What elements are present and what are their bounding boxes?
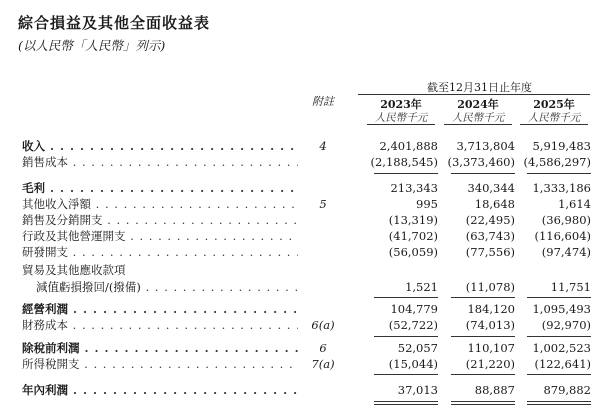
- row-label: 銷售成本 . . .: [22, 154, 298, 170]
- value-2023: (56,059): [388, 245, 438, 259]
- row-label: 毛利 . . .: [22, 180, 298, 196]
- total-double-rule: [451, 401, 515, 405]
- row-cost-of-sales: [0, 154, 609, 170]
- value-2023: 995: [416, 197, 438, 211]
- value-2025: 5,919,483: [532, 139, 591, 153]
- value-2025: 1,095,493: [532, 302, 591, 316]
- value-2023: 37,013: [397, 383, 438, 397]
- row-label: 研發開支 . . .: [22, 244, 298, 260]
- statement-subtitle: (以人民幣「人民幣」列示): [18, 38, 166, 53]
- value-2025: (92,970): [541, 318, 591, 332]
- value-2025: (122,641): [534, 357, 591, 371]
- column-rule: [444, 124, 512, 125]
- row-note: [306, 301, 340, 317]
- value-2023: (52,722): [388, 318, 438, 332]
- row-note: [306, 279, 340, 295]
- row-note: [306, 212, 340, 228]
- value-2024: 18,648: [474, 197, 515, 211]
- value-2025: 1,614: [558, 197, 591, 211]
- row-label: 年內利潤 . . .: [22, 382, 298, 398]
- row-label: 除稅前利潤 . . .: [22, 340, 298, 356]
- row-note: [306, 382, 340, 398]
- row-label: 其他收入淨額 . . .: [22, 196, 298, 212]
- row-admin-expenses: [0, 228, 609, 244]
- row-income-tax: [0, 356, 609, 372]
- subtotal-rule: [451, 336, 515, 337]
- row-impairment: [0, 279, 609, 295]
- row-note: 6: [319, 341, 327, 355]
- value-2024: (74,013): [465, 318, 515, 332]
- subtotal-rule: [374, 336, 438, 337]
- period-rule: [358, 94, 590, 95]
- value-2023: 2,401,888: [379, 139, 438, 153]
- value-2024: (3,373,460): [447, 155, 515, 169]
- row-rd-expenses: [0, 244, 609, 260]
- row-note: 5: [319, 197, 327, 211]
- row-note: [306, 154, 340, 170]
- value-2024: 340,344: [467, 181, 515, 195]
- row-receivables-heading: [0, 262, 609, 278]
- row-profit-for-year: [0, 382, 609, 398]
- value-2025: (97,474): [541, 245, 591, 259]
- row-label: 銷售及分銷開支 . . .: [22, 212, 298, 228]
- subtotal-rule: [527, 336, 591, 337]
- row-profit-before-tax: [0, 340, 609, 356]
- value-2024: (77,556): [465, 245, 515, 259]
- value-2023: (41,702): [388, 229, 438, 243]
- value-2025: (116,604): [534, 229, 591, 243]
- row-label: 所得稅開支 . . .: [22, 356, 298, 372]
- value-2023: 1,521: [405, 280, 438, 294]
- value-2025: 1,333,186: [532, 181, 591, 195]
- subtotal-rule: [374, 374, 438, 375]
- row-note: 6(a): [311, 318, 335, 332]
- value-2024: 184,120: [467, 302, 515, 316]
- value-2025: (36,980): [541, 213, 591, 227]
- row-finance-costs: [0, 317, 609, 333]
- unit-label-2025: 人民幣千元: [527, 112, 581, 124]
- row-label: 行政及其他營運開支 . . .: [22, 228, 298, 244]
- row-selling-expenses: [0, 212, 609, 228]
- unit-label-2024: 人民幣千元: [451, 112, 505, 124]
- value-2024: 110,107: [467, 341, 515, 355]
- year-header-2023: 2023年: [380, 98, 422, 111]
- value-2024: (63,743): [465, 229, 515, 243]
- year-header-2024: 2024年: [457, 98, 499, 111]
- value-2024: 3,713,804: [456, 139, 515, 153]
- row-label: 減值虧損撥回/(撥備) . . .: [36, 279, 298, 295]
- row-revenue: [0, 138, 609, 154]
- total-double-rule: [374, 401, 438, 405]
- unit-label-2023: 人民幣千元: [374, 112, 428, 124]
- subtotal-rule: [527, 297, 591, 298]
- year-header-2025: 2025年: [533, 98, 575, 111]
- value-2023: (13,319): [388, 213, 438, 227]
- row-note: [306, 244, 340, 260]
- row-label: 經營利潤 . . .: [22, 301, 298, 317]
- value-2025: 11,751: [550, 280, 591, 294]
- subtotal-rule: [451, 374, 515, 375]
- value-2025: (4,586,297): [523, 155, 591, 169]
- row-gross-profit: [0, 180, 609, 196]
- value-2023: 213,343: [390, 181, 438, 195]
- value-2023: (2,188,545): [370, 155, 438, 169]
- value-2025: 1,002,523: [532, 341, 591, 355]
- statement-title: 綜合損益及其他全面收益表: [18, 14, 211, 32]
- row-label: 財務成本 . . .: [22, 317, 298, 333]
- row-label: 貿易及其他應收款項: [22, 263, 126, 277]
- subtotal-rule: [374, 297, 438, 298]
- note-column-header: 附註: [312, 95, 334, 108]
- value-2023: 52,057: [397, 341, 438, 355]
- row-note: [306, 228, 340, 244]
- value-2023: 104,779: [390, 302, 438, 316]
- value-2025: 879,882: [543, 383, 591, 397]
- row-label: 收入 . . .: [22, 138, 298, 154]
- subtotal-rule: [451, 297, 515, 298]
- value-2023: (15,044): [388, 357, 438, 371]
- total-double-rule: [527, 401, 591, 405]
- value-2024: 88,887: [474, 383, 515, 397]
- row-note: 7(a): [311, 357, 335, 371]
- subtotal-rule: [527, 173, 591, 174]
- subtotal-rule: [527, 374, 591, 375]
- row-operating-profit: [0, 301, 609, 317]
- subtotal-rule: [374, 173, 438, 174]
- row-other-income: [0, 196, 609, 212]
- value-2024: (22,495): [465, 213, 515, 227]
- column-rule: [367, 124, 435, 125]
- row-note: [306, 180, 340, 196]
- subtotal-rule: [451, 173, 515, 174]
- row-note: 4: [319, 139, 327, 153]
- value-2024: (11,078): [465, 280, 515, 294]
- period-header: 截至12月31日止年度: [427, 81, 532, 94]
- value-2024: (21,220): [465, 357, 515, 371]
- column-rule: [520, 124, 588, 125]
